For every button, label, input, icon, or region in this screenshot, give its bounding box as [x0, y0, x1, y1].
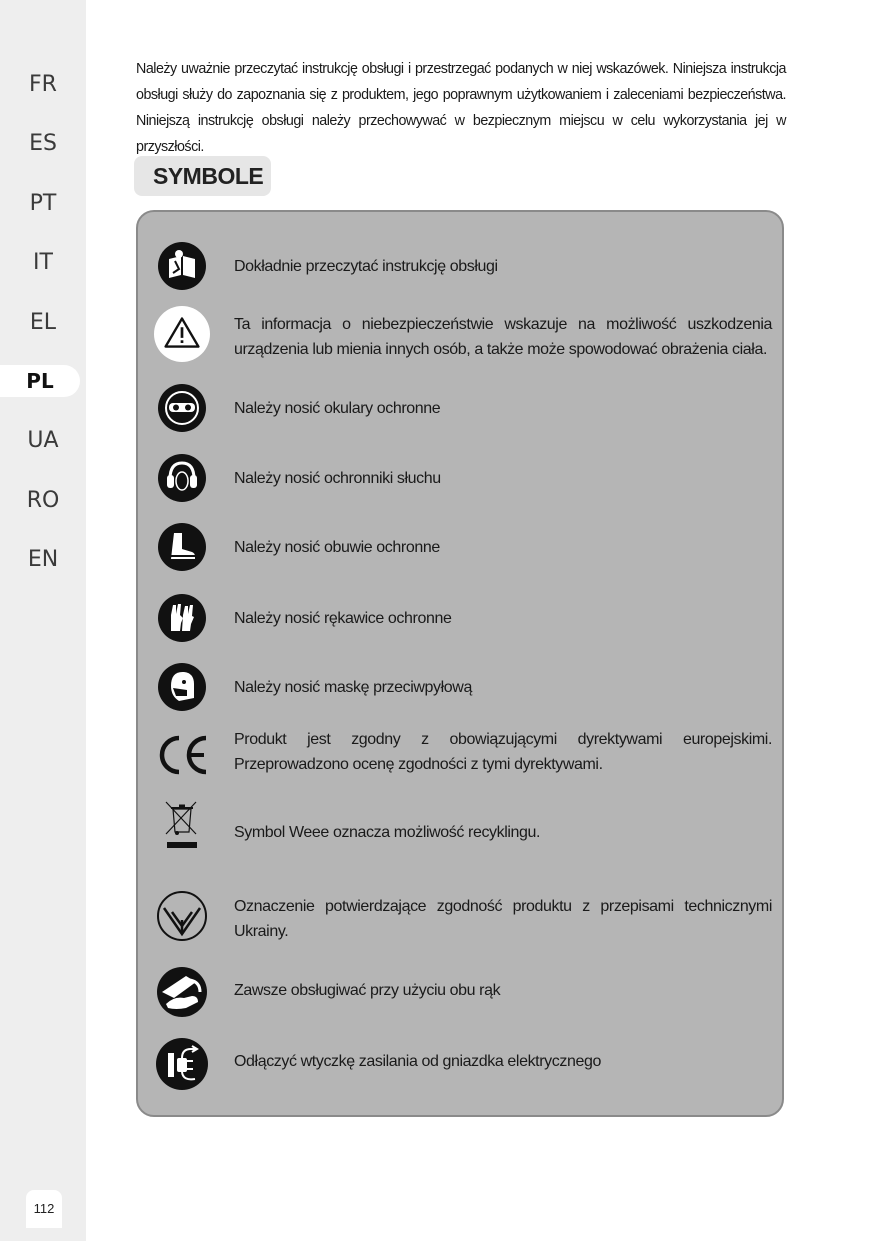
safety-boots-icon: [154, 519, 210, 575]
gloves-icon: [154, 590, 210, 646]
weee-bin-icon: [154, 798, 210, 854]
lang-el[interactable]: EL: [29, 310, 57, 335]
symbol-text: Dokładnie przeczytać instrukcję obsługi: [234, 258, 498, 275]
dust-mask-icon: [154, 659, 210, 715]
two-hands-icon: [154, 964, 210, 1020]
lang-ua[interactable]: UA: [27, 428, 59, 453]
symbol-text: Należy nosić rękawice ochronne: [234, 610, 452, 627]
symbol-text: Należy nosić obuwie ochronne: [234, 539, 440, 556]
symbol-text: Oznaczenie potwierdzające zgodność produktu z przepisami technicznymi Ukrainy.: [234, 898, 772, 940]
symbol-text: Symbol Weee oznacza możliwość recyklingu.: [234, 824, 541, 841]
symbol-text: Produkt jest zgodny z obowiązującymi dyrektywami europejskimi. Przeprowadzono ocenę zgodności z tymi dyrektywami.: [234, 731, 772, 773]
symbol-text: Ta informacja o niebezpieczeństwie wskazuje na możliwość uszkodzenia urządzenia lub mienia innych osób, a także może spowodować obrażenia ciała.: [234, 316, 772, 358]
lang-pl-active[interactable]: PL: [0, 365, 80, 397]
lang-fr[interactable]: FR: [29, 72, 57, 97]
lang-ro[interactable]: RO: [26, 488, 60, 513]
lang-pt[interactable]: PT: [29, 191, 57, 216]
ukraine-conformity-icon: [154, 888, 210, 944]
ear-protection-icon: [154, 450, 210, 506]
lang-es[interactable]: ES: [29, 131, 57, 156]
section-title: SYMBOLE: [134, 156, 271, 196]
language-sidebar: [0, 0, 86, 1241]
intro-paragraph: Należy uważnie przeczytać instrukcję obsługi i przestrzegać podanych w niej wskazówek. Niniejsza instrukcja obsługi służy do zapoznania się z produktem, jego poprawnym użytkowaniem i zaleceniami bezpieczeństwa. Niniejszą instrukcję obsługi należy przechowywać w bezpiecznym miejscu w celu wykorzystania jej w przyszłości.: [136, 61, 786, 155]
symbol-text: Należy nosić maskę przeciwpyłową: [234, 679, 472, 696]
warning-icon: [154, 306, 210, 362]
safety-goggles-icon: [154, 380, 210, 436]
lang-it[interactable]: IT: [33, 250, 53, 275]
symbols-panel: [136, 210, 784, 1117]
page-number: 112: [26, 1190, 62, 1228]
unplug-icon: [154, 1036, 210, 1092]
symbol-text: Odłączyć wtyczkę zasilania od gniazdka elektrycznego: [234, 1053, 601, 1070]
symbol-text: Należy nosić okulary ochronne: [234, 400, 441, 417]
read-manual-icon: [154, 238, 210, 294]
symbol-text: Zawsze obsługiwać przy użyciu obu rąk: [234, 982, 501, 999]
symbol-text: Należy nosić ochronniki słuchu: [234, 470, 441, 487]
ce-mark-icon: [154, 727, 210, 783]
lang-en[interactable]: EN: [27, 547, 59, 572]
